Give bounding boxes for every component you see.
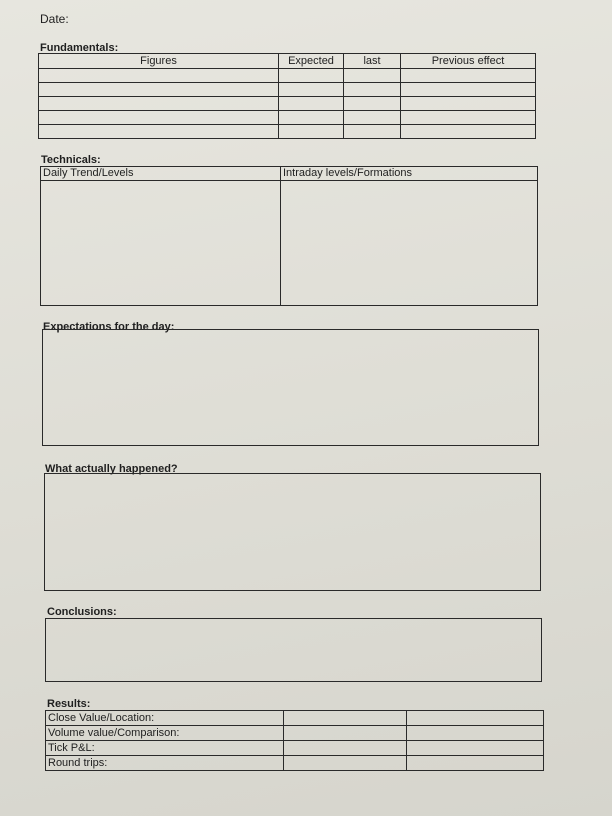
last-cell[interactable] [344, 125, 401, 139]
fundamentals-table [38, 53, 536, 139]
last-cell[interactable] [344, 69, 401, 83]
figures-cell[interactable] [39, 69, 279, 83]
previous-effect-cell[interactable] [401, 83, 536, 97]
results-cell[interactable] [284, 711, 407, 726]
previous-effect-header: Previous effect [401, 54, 536, 69]
intraday-levels-area[interactable] [281, 181, 538, 306]
expectations-heading: Expectations for the day: [43, 321, 175, 333]
daily-trend-area[interactable] [41, 181, 281, 306]
table-row [39, 125, 536, 139]
technicals-table [40, 166, 538, 306]
expected-cell[interactable] [279, 69, 344, 83]
daily-trend-header: Daily Trend/Levels [41, 167, 281, 181]
results-cell[interactable] [407, 711, 544, 726]
expected-cell[interactable] [279, 83, 344, 97]
tick-pl-label: Tick P&L: [46, 741, 284, 756]
table-row [46, 756, 544, 771]
results-cell[interactable] [407, 726, 544, 741]
table-row [39, 97, 536, 111]
technicals-header-row [41, 167, 538, 181]
expectations-box[interactable] [42, 329, 539, 446]
results-cell[interactable] [284, 756, 407, 771]
previous-effect-cell[interactable] [401, 111, 536, 125]
figures-cell[interactable] [39, 83, 279, 97]
table-row [39, 69, 536, 83]
table-row [39, 83, 536, 97]
figures-cell[interactable] [39, 97, 279, 111]
last-header: last [344, 54, 401, 69]
results-cell[interactable] [284, 741, 407, 756]
previous-effect-cell[interactable] [401, 69, 536, 83]
figures-cell[interactable] [39, 125, 279, 139]
expected-cell[interactable] [279, 111, 344, 125]
conclusions-box[interactable] [45, 618, 542, 682]
technicals-body-row [41, 181, 538, 306]
table-row [46, 711, 544, 726]
results-table [45, 710, 544, 771]
last-cell[interactable] [344, 83, 401, 97]
table-row [39, 111, 536, 125]
last-cell[interactable] [344, 111, 401, 125]
happened-box[interactable] [44, 473, 541, 591]
previous-effect-cell[interactable] [401, 125, 536, 139]
results-cell[interactable] [284, 726, 407, 741]
table-row [46, 726, 544, 741]
results-heading: Results: [47, 698, 91, 710]
expected-cell[interactable] [279, 97, 344, 111]
results-cell[interactable] [407, 756, 544, 771]
previous-effect-cell[interactable] [401, 97, 536, 111]
conclusions-heading: Conclusions: [47, 606, 117, 618]
date-label: Date: [40, 12, 69, 26]
expected-cell[interactable] [279, 125, 344, 139]
close-value-label: Close Value/Location: [46, 711, 284, 726]
results-cell[interactable] [407, 741, 544, 756]
table-row [46, 741, 544, 756]
last-cell[interactable] [344, 97, 401, 111]
fundamentals-heading: Fundamentals: [40, 42, 119, 54]
expected-header: Expected [279, 54, 344, 69]
figures-header: Figures [39, 54, 279, 69]
technicals-heading: Technicals: [41, 154, 101, 166]
fundamentals-header-row [39, 54, 536, 69]
figures-cell[interactable] [39, 111, 279, 125]
intraday-levels-header: Intraday levels/Formations [281, 167, 538, 181]
volume-value-label: Volume value/Comparison: [46, 726, 284, 741]
round-trips-label: Round trips: [46, 756, 284, 771]
happened-heading: What actually happened? [45, 463, 178, 475]
